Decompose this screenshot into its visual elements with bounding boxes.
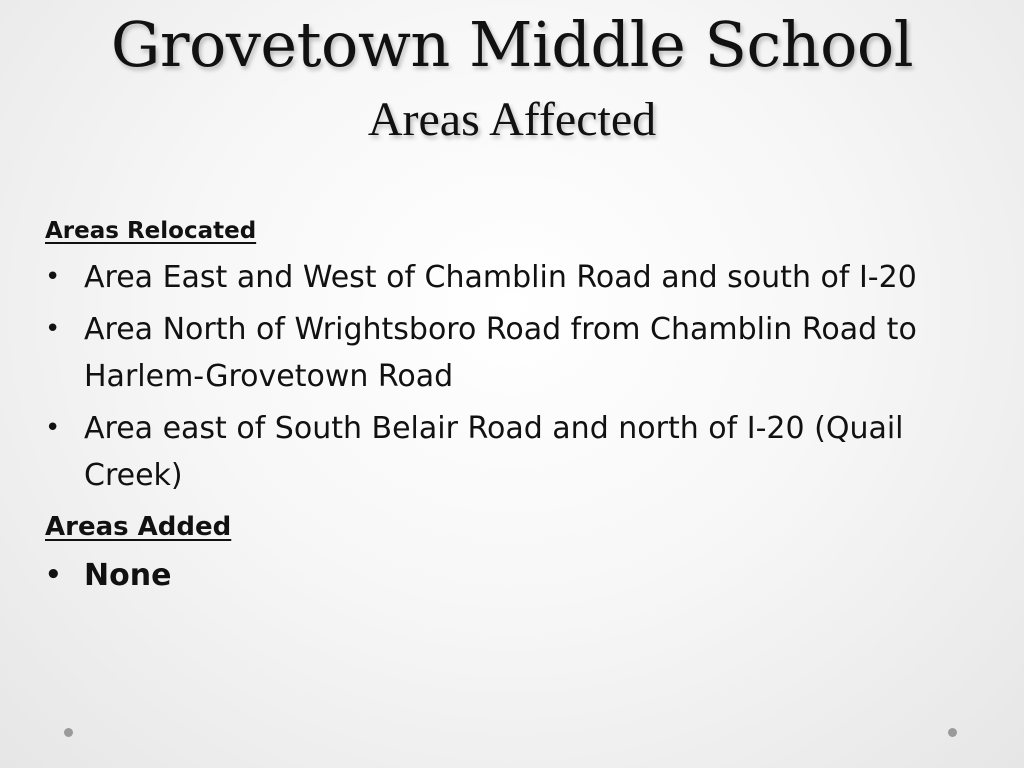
list-item-text: Area East and West of Chamblin Road and south of I-20 (84, 260, 917, 295)
slide-title: Grovetown Middle School (110, 8, 914, 81)
list-item (45, 552, 975, 599)
list-item (45, 306, 975, 400)
areas-added-heading: Areas Added (45, 512, 232, 542)
bullet-icon: • (45, 413, 61, 443)
corner-dot-right (948, 728, 957, 737)
bullet-icon: • (45, 262, 61, 292)
list-item (45, 254, 975, 301)
title-block (0, 0, 1024, 144)
slide-content (45, 213, 975, 599)
list-item-text: Area North of Wrightsboro Road from Chamblin Road to Harlem-Grovetown Road (84, 312, 917, 394)
areas-relocated-heading: Areas Relocated (45, 218, 257, 244)
bullet-icon: • (45, 560, 62, 590)
slide-subtitle: Areas Affected (367, 93, 657, 146)
list-item-text: Area east of South Belair Road and north of I-20 (Quail Creek) (84, 411, 904, 493)
areas-relocated-list (45, 254, 975, 499)
list-item (45, 405, 975, 499)
bullet-icon: • (45, 314, 61, 344)
list-item-text: None (84, 558, 172, 593)
corner-dot-left (64, 728, 73, 737)
areas-added-list (45, 552, 975, 599)
